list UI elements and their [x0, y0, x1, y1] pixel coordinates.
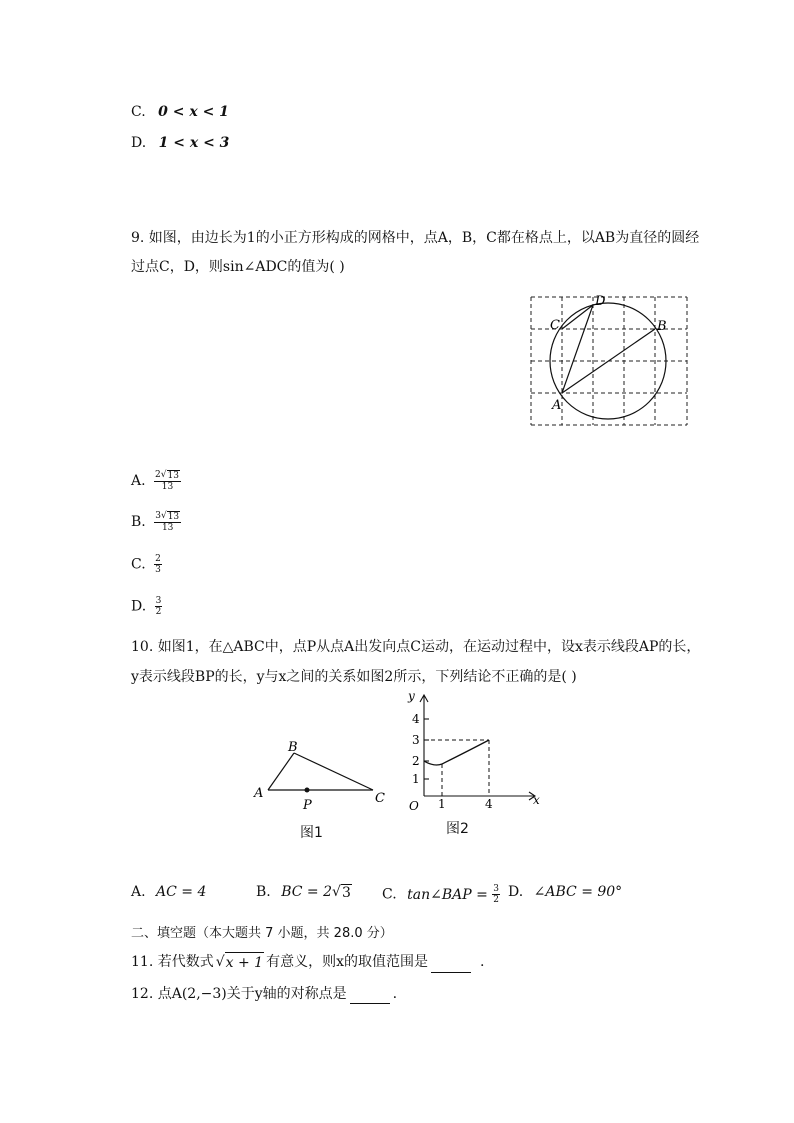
label-d: D [595, 294, 606, 309]
label-b: B [657, 319, 667, 334]
radicand: 3 [341, 885, 351, 901]
option-letter: D. [508, 884, 524, 900]
q10-stem-line2: y表示线段BP的长，y与x之间的关系如图2所示，下列结论不正确的是( ) [131, 669, 577, 685]
q10-figure1 [248, 735, 393, 815]
num-rad: 13 [167, 512, 180, 522]
num-coef: 2 [155, 470, 161, 480]
denominator: 13 [161, 482, 174, 492]
numerator: 3 [493, 884, 500, 894]
q9-figure [528, 292, 692, 432]
numerator: 2 [155, 554, 161, 564]
tick-y-2: 2 [412, 754, 420, 768]
option-text: BC = 2 [281, 884, 333, 900]
curve [424, 740, 489, 765]
q12-end: . [392, 986, 398, 1002]
tick-x-1: 1 [438, 797, 446, 811]
fraction: 3√ 13 13 [155, 511, 180, 533]
axis-y-label: y [408, 689, 415, 703]
q9-option-d [131, 596, 162, 617]
q8-option-c [131, 104, 229, 120]
q10-option-b: B. BC = 2√ 3 [256, 884, 351, 901]
tick-y-1: 1 [412, 772, 420, 786]
q10-stem-line1: 10. 如图1，在△ABC中，点P从点A出发向点C运动，在运动过程中，设x表示线段AP的长， [131, 639, 701, 655]
tick-y-4: 4 [412, 712, 420, 726]
option-text: tan∠BAP = [407, 886, 493, 903]
q11-radicand: x + 1 [225, 952, 264, 973]
point-p [305, 788, 310, 793]
option-letter: A. [131, 884, 146, 900]
option-letter: B. [256, 884, 271, 900]
label-c: C [375, 791, 385, 806]
q11-pre: 11. 若代数式 [131, 954, 214, 970]
axis-x-label: x [533, 793, 540, 807]
num-coef: 3 [155, 511, 161, 521]
tick-x-4: 4 [485, 797, 493, 811]
option-text: AC = 4 [156, 884, 207, 900]
q10-figure2 [400, 688, 550, 813]
label-b: B [288, 740, 298, 755]
denominator: 2 [155, 607, 162, 617]
option-letter: C. [382, 886, 397, 903]
label-c: C [550, 318, 560, 333]
denominator: 13 [161, 523, 174, 533]
q9-stem-line2: 过点C，D，则sin∠ADC的值为( ) [131, 259, 345, 275]
fig1-caption: 图1 [300, 825, 323, 841]
tick-y-3: 3 [412, 733, 420, 747]
option-text: ∠ABC = 90° [533, 884, 623, 900]
label-a: A [552, 398, 562, 413]
option-letter: C. [131, 556, 146, 573]
q12-pre: 12. 点A(2,−3)关于y轴的对称点是 [131, 986, 347, 1002]
origin-label: O [409, 799, 419, 813]
denominator: 3 [155, 565, 161, 575]
fraction [492, 884, 500, 905]
q11-end: . [479, 954, 485, 970]
q9-option-a [131, 470, 181, 492]
section-title: 二、填空题（本大题共 7 小题，共 28.0 分） [131, 926, 393, 941]
option-text: 1 < x < 3 [158, 135, 230, 151]
answer-blank[interactable] [431, 958, 471, 973]
q10-option-a [131, 884, 206, 900]
q12 [131, 984, 397, 1004]
option-letter: D. [131, 135, 147, 151]
numerator: 3 [155, 596, 162, 606]
num-rad: 13 [167, 471, 179, 481]
q10-option-c [382, 884, 500, 905]
option-letter: D. [131, 598, 147, 615]
option-letter: B. [131, 514, 146, 530]
q11-post: 有意义，则x的取值范围是 [266, 954, 428, 970]
q8-option-d [131, 135, 229, 151]
fraction [154, 554, 162, 575]
q9-stem-line1: 9. 如图，由边长为1的小正方形构成的网格中，点A，B，C都在格点上，以AB为直径的圆经 [131, 230, 700, 246]
option-letter: C. [131, 104, 146, 120]
label-p: P [303, 798, 312, 813]
q9-option-c [131, 554, 162, 575]
denominator: 2 [493, 895, 500, 905]
q10-option-d [508, 884, 622, 900]
answer-blank[interactable] [350, 989, 390, 1004]
fig2-caption: 图2 [446, 821, 469, 837]
q11: 11. 若代数式 √ x + 1 有意义，则x的取值范围是 . [131, 954, 485, 971]
q9-option-b [131, 511, 181, 533]
option-letter: A. [131, 473, 146, 489]
fraction [155, 596, 163, 617]
label-a: A [254, 786, 264, 801]
fraction: 2√ 13 13 [155, 470, 179, 492]
option-text: 0 < x < 1 [158, 104, 229, 120]
